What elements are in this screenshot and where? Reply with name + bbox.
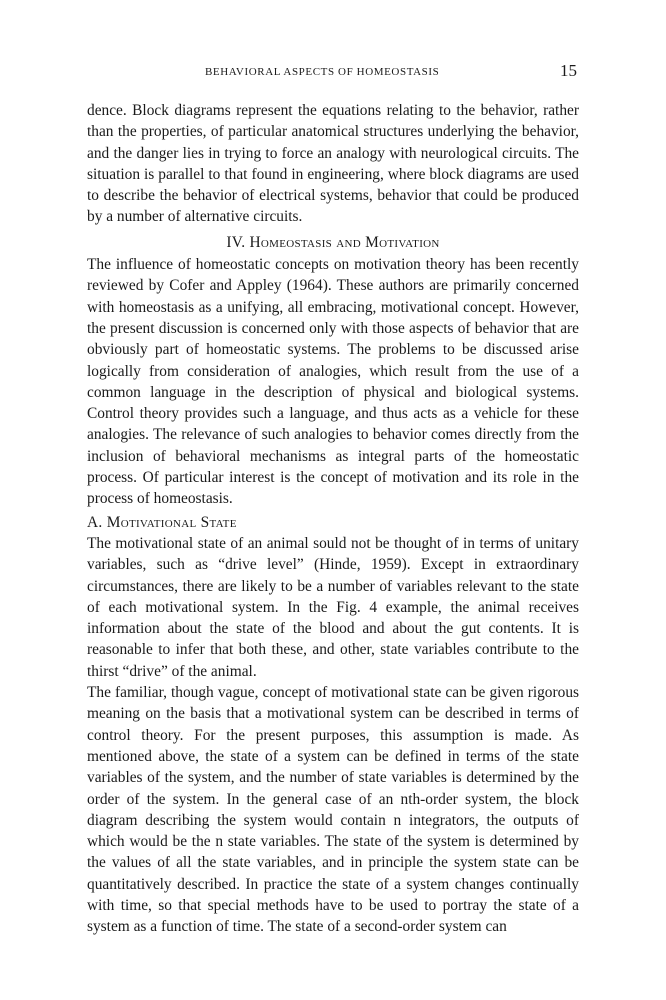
paragraph-motivational-state: The motivational state of an animal sould not be thought of in terms of unitary variables, such as “drive level” (Hinde, 1959). Except in extraordinary circumstances, there are likely to be a number of variables relevant to the state of each motivational system. In the Fig. 4 example, the animal receives information about the state of the blood and about the gut contents. It is reasonable to infer that both these, and other, state variables contribute to the thirst “drive” of the animal.: [87, 534, 579, 680]
running-head: [87, 58, 579, 88]
body-text: [87, 100, 579, 938]
paragraph-continuation: dence. Block diagrams represent the equations relating to the behavior, rather than the properties, of particular anatomical structures underlying the behavior, and the danger lies in trying to force an analogy with neurological circuits. The situation is parallel to that found in engineering, where block diagrams are used to describe the behavior of electrical systems, behavior that could be produced by a number of alternative circuits.: [87, 102, 579, 226]
book-page: [87, 58, 579, 938]
page-number: 15: [560, 61, 577, 80]
subsection-heading: A. Motivational State: [87, 513, 237, 531]
paragraph-motivation-theory: The influence of homeostatic concepts on motivation theory has been recently reviewed by Cofer and Appley (1964). These authors are primarily concerned with homeostasis as a unifying, all embracing, motivational concept. However, the present discussion is concerned only with those aspects of behavior that are obviously part of homeostatic systems. The problems to be discussed arise logically from consideration of analogies, which result from the use of a common language in the description of physical and biological systems. Control theory provides such a language, and thus acts as a vehicle for these analogies. The relevance of such analogies to behavior comes directly from the inclusion of behavioral mechanisms as integral parts of the homeostatic process. Of particular interest is the concept of motivation and its role in the process of homeostasis.: [87, 256, 579, 508]
paragraph-control-theory: The familiar, though vague, concept of motivational state can be given rigorous meaning on the basis that a motivational system can be described in terms of control theory. For the present purposes, this assumption is made. As mentioned above, the state of a system can be defined in terms of the state variables of the system, and the number of state variables is determined by the order of the system. In the general case of an nth-order system, the block diagram describing the system would contain n integrators, the outputs of which would be the n state variables. The state of the system is determined by the values of all the state variables, and in principle the system state can be quantitatively described. In practice the state of a system changes continually with time, so that special methods have to be used to portray the state of a system as a function of time. The state of a second-order system can: [87, 684, 579, 936]
running-title: BEHAVIORAL ASPECTS OF HOMEOSTASIS: [205, 66, 440, 78]
section-heading: IV. Homeostasis and Motivation: [226, 233, 440, 251]
